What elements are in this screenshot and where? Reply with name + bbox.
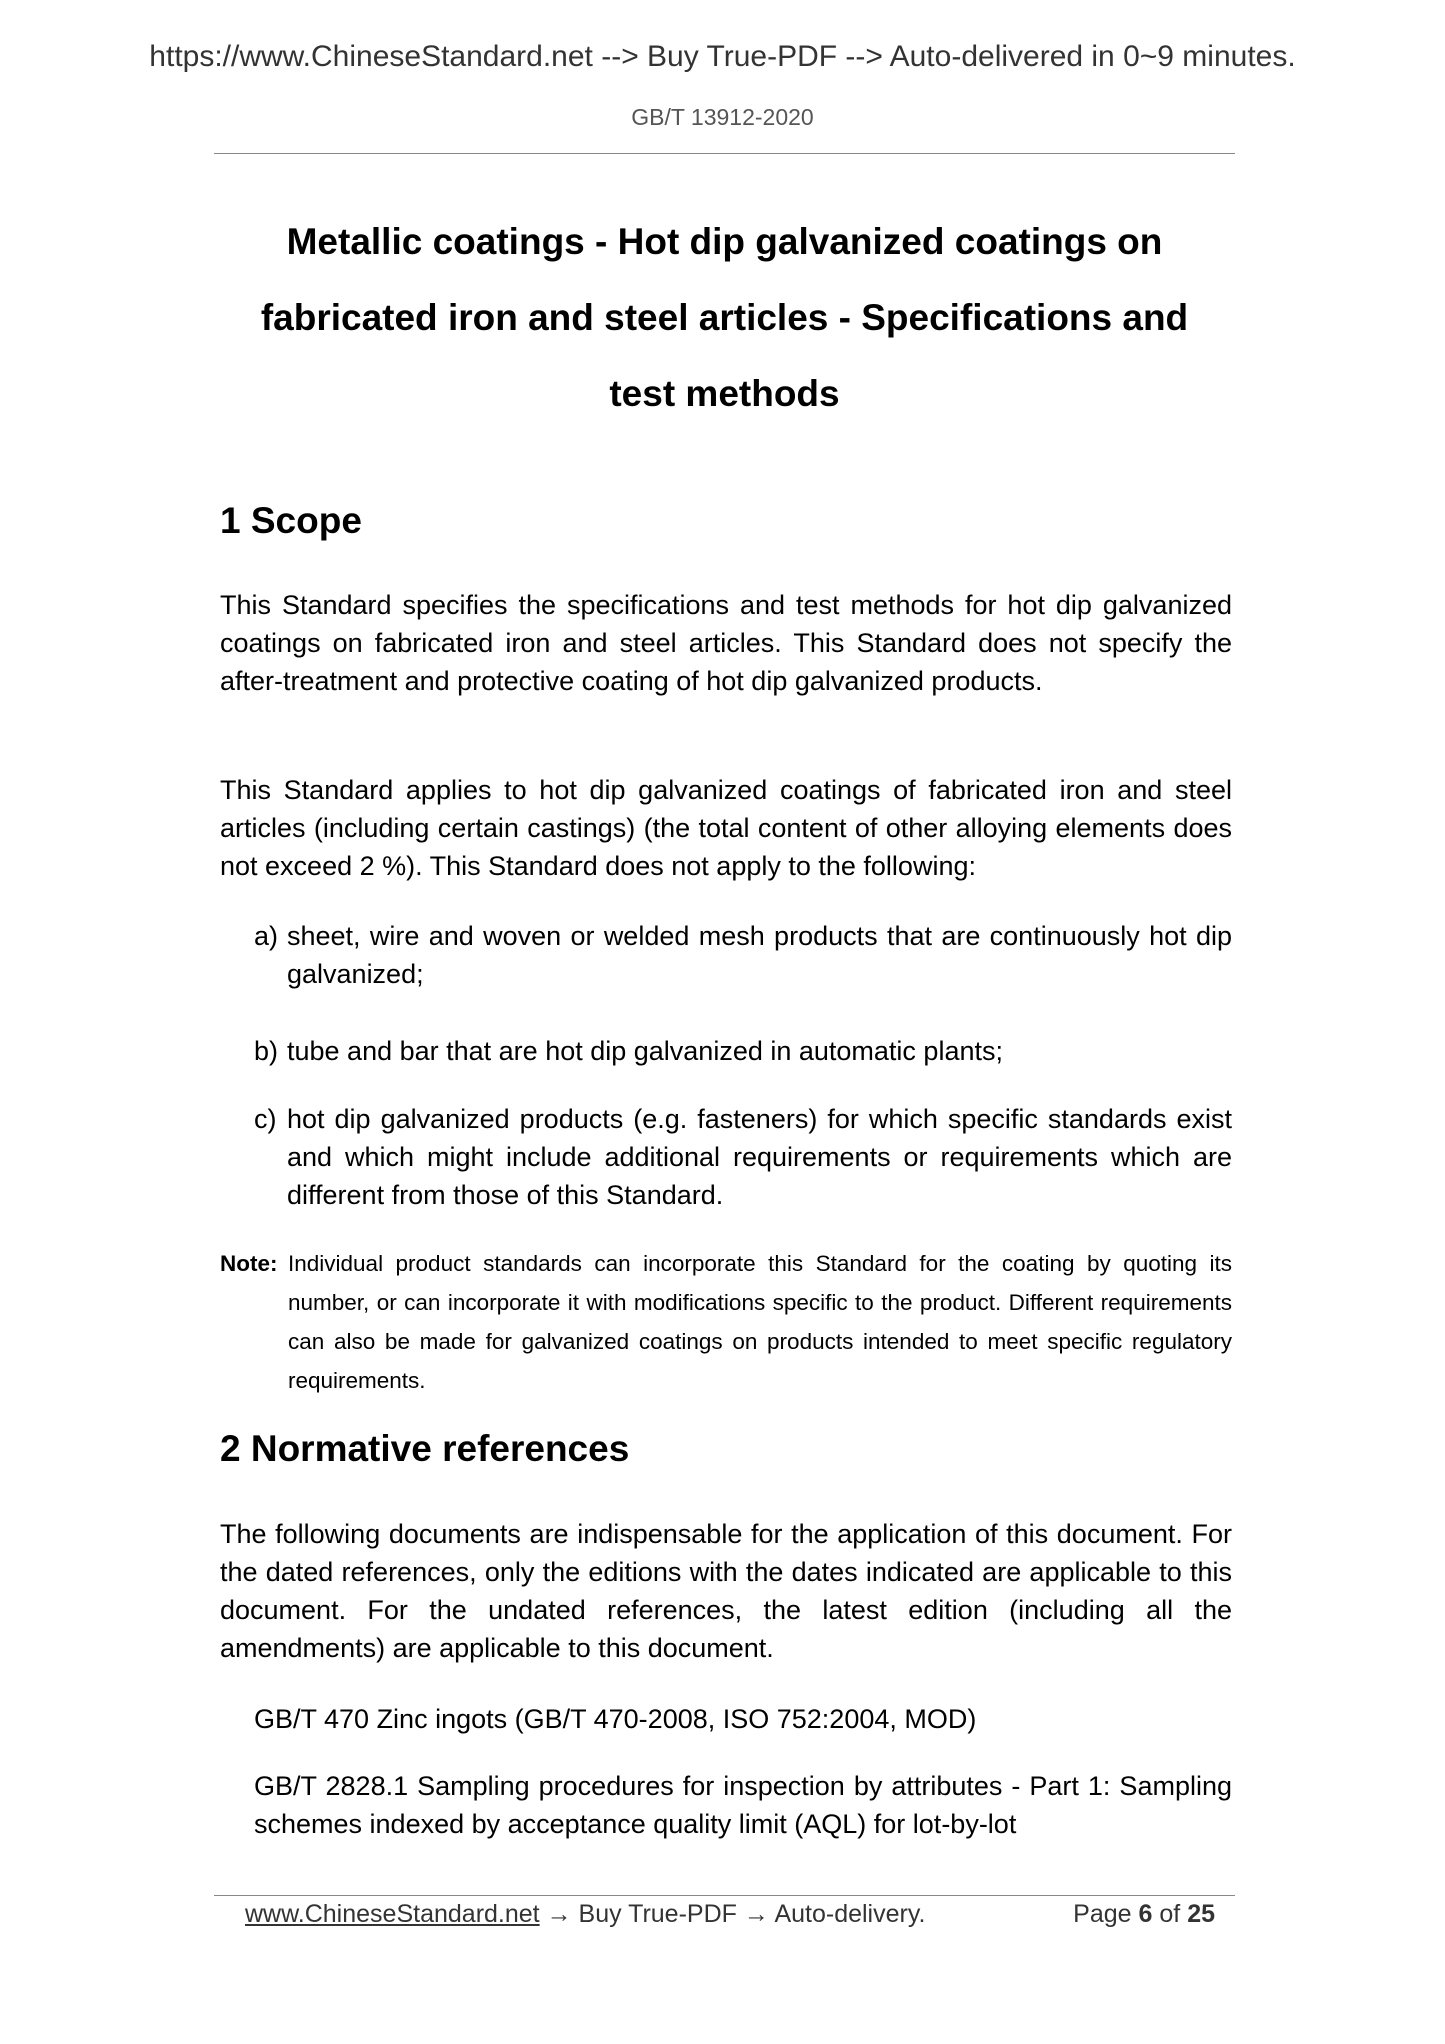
footer-delivery-text: Auto-delivery.	[774, 1900, 926, 1928]
note-text: Individual product standards can incorporate this Standard for the coating by quoting its number, or can incorporate it with modifications specific to the product. Different requirements can also be made for galvanized coatings on products intended to meet specific regulatory requirements.	[288, 1251, 1232, 1393]
page-label: Page	[1073, 1900, 1132, 1928]
of-label: of	[1159, 1900, 1181, 1928]
footer-site-link[interactable]: www.ChineseStandard.net	[245, 1900, 540, 1928]
scope-paragraph-1: This Standard specifies the specifications and test methods for hot dip galvanized coatings on fabricated iron and steel articles. This Standard does not specify the after-treatment and protective coating of hot dip galvanized products.	[220, 590, 1232, 696]
section-heading-scope: 1 Scope	[220, 500, 362, 541]
document-title	[214, 204, 1235, 432]
standard-code: GB/T 13912-2020	[631, 104, 814, 130]
page-footer	[245, 1900, 1215, 1934]
footer-left	[245, 1900, 925, 1929]
scope-note	[220, 1244, 1232, 1400]
references-intro-paragraph: The following documents are indispensable for the application of this document. For the dated references, only the editions with the dates indicated are applicable to this document. For the undated references, the latest edition (including all the amendments) are applicable to this document.	[220, 1519, 1232, 1663]
reference-item-gbt-2828-1: GB/T 2828.1 Sampling procedures for inspection by attributes - Part 1: Sampling schemes indexed by acceptance quality limit (AQL) for lot-by-lot	[254, 1771, 1232, 1839]
list-marker: a)	[254, 921, 279, 951]
footer-buy-text: Buy True-PDF	[578, 1900, 737, 1928]
scope-paragraph-2: This Standard applies to hot dip galvanized coatings of fabricated iron and steel articles (including certain castings) (the total content of other alloying elements does not exceed 2 %). This Standard does not apply to the following:	[220, 775, 1232, 881]
section-heading-normative-references: 2 Normative references	[220, 1428, 630, 1469]
list-item-c	[254, 1100, 1232, 1214]
list-marker: c)	[254, 1104, 277, 1134]
title-line-1: Metallic coatings - Hot dip galvanized coatings on	[286, 221, 1163, 262]
list-item-a	[254, 917, 1232, 993]
list-item-text: sheet, wire and woven or welded mesh products that are continuously hot dip galvanized;	[287, 921, 1232, 989]
footer-divider	[214, 1895, 1235, 1896]
total-pages: 25	[1187, 1900, 1215, 1928]
title-line-3: test methods	[609, 373, 840, 414]
list-marker: b)	[254, 1036, 279, 1066]
list-item-text: tube and bar that are hot dip galvanized in automatic plants;	[287, 1036, 1003, 1066]
reference-item-gbt-470: GB/T 470 Zinc ingots (GB/T 470-2008, ISO 752:2004, MOD)	[254, 1704, 977, 1734]
list-item-b	[254, 1032, 1232, 1070]
note-label: Note:	[220, 1251, 278, 1276]
title-line-2: fabricated iron and steel articles - Specifications and	[260, 297, 1189, 338]
header-banner: https://www.ChineseStandard.net --> Buy True-PDF --> Auto-delivered in 0~9 minutes.	[149, 40, 1296, 73]
page-indicator	[1073, 1900, 1215, 1929]
list-item-text: hot dip galvanized products (e.g. fasteners) for which specific standards exist and which might include additional requirements or requirements which are different from those of this Standard.	[287, 1104, 1232, 1210]
header-divider	[214, 153, 1235, 154]
arrow-right-icon: →	[546, 1900, 572, 1928]
page-number: 6	[1138, 1900, 1153, 1928]
arrow-right-icon: →	[743, 1900, 769, 1928]
